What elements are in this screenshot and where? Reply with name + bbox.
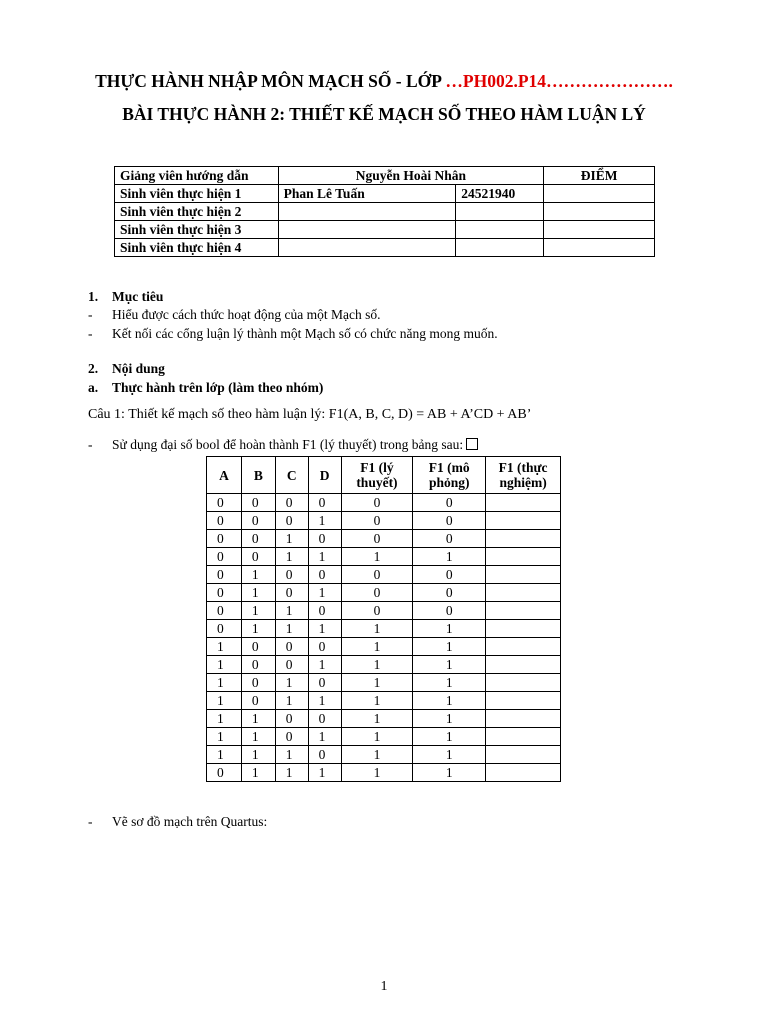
truth-table-cell: 1: [341, 728, 413, 746]
score-cell: [544, 185, 655, 203]
score-cell: [544, 203, 655, 221]
student-label: Sinh viên thực hiện 4: [115, 239, 279, 257]
truth-table-cell: 1: [241, 584, 275, 602]
truth-table-row: [207, 602, 561, 620]
truth-table-cell: 0: [241, 692, 275, 710]
truth-table-row: [207, 710, 561, 728]
student-label: Sinh viên thực hiện 2: [115, 203, 279, 221]
truth-table-row: [207, 566, 561, 584]
truth-table-cell: 0: [413, 602, 486, 620]
truth-table-cell: 1: [241, 764, 275, 782]
truth-table-cell: 1: [207, 746, 242, 764]
truth-table-cell: 1: [241, 746, 275, 764]
section1-bullet: Hiểu được cách thức hoạt động của một Mạch số.: [112, 307, 381, 322]
truth-table-cell: 1: [413, 746, 486, 764]
truth-table-cell: 0: [207, 764, 242, 782]
column-header-f1-experiment: F1 (thực nghiệm): [486, 457, 561, 494]
truth-table-cell: 1: [241, 566, 275, 584]
bullet-dash: -: [88, 437, 93, 452]
truth-table-cell: 0: [341, 602, 413, 620]
truth-table-cell: 1: [308, 548, 341, 566]
truth-table-cell: [486, 620, 561, 638]
truth-table-cell: [486, 674, 561, 692]
truth-table-cell: 0: [241, 494, 275, 512]
bullet-dash: -: [88, 814, 93, 829]
truth-table-row: [207, 728, 561, 746]
page-number: 1: [380, 979, 388, 994]
student-row: [115, 203, 655, 221]
truth-table-cell: 1: [207, 638, 242, 656]
section2a-title: Thực hành trên lớp (làm theo nhóm): [112, 380, 324, 395]
section2-heading: [88, 361, 165, 377]
truth-table-cell: 1: [207, 710, 242, 728]
truth-table-cell: 0: [241, 638, 275, 656]
truth-table-cell: 1: [413, 638, 486, 656]
truth-table-cell: 1: [308, 512, 341, 530]
truth-table-cell: 0: [308, 494, 341, 512]
truth-table-cell: 0: [413, 512, 486, 530]
truth-table-cell: 0: [241, 656, 275, 674]
section2-number: 2.: [88, 361, 99, 376]
truth-table-cell: 0: [413, 566, 486, 584]
truth-table-cell: 0: [308, 746, 341, 764]
truth-table-cell: 1: [275, 602, 308, 620]
student-label: Sinh viên thực hiện 1: [115, 185, 279, 203]
document-subtitle: BÀI THỰC HÀNH 2: THIẾT KẾ MẠCH SỐ THEO HÀM LUẬN LÝ: [122, 104, 646, 124]
bullet-dash: -: [88, 326, 93, 341]
instructor-row: [115, 167, 655, 185]
truth-table-cell: [486, 566, 561, 584]
truth-table-cell: 1: [341, 692, 413, 710]
truth-table-cell: 0: [275, 512, 308, 530]
truth-table-cell: 1: [308, 764, 341, 782]
instructor-name: Nguyễn Hoài Nhân: [278, 167, 544, 185]
truth-table-cell: [486, 584, 561, 602]
class-code: …PH002.P14………………….: [445, 71, 673, 91]
truth-table-cell: 1: [308, 728, 341, 746]
column-header-a: A: [207, 457, 242, 494]
score-label: ĐIỂM: [544, 167, 655, 185]
truth-table-cell: [486, 602, 561, 620]
column-header-c: C: [275, 457, 308, 494]
section1-number: 1.: [88, 289, 99, 304]
truth-table-cell: 0: [275, 638, 308, 656]
student-row: [115, 221, 655, 239]
truth-table-row: [207, 530, 561, 548]
truth-table-cell: [486, 512, 561, 530]
title-prefix: THỰC HÀNH NHẬP MÔN MẠCH SỐ - LỚP: [95, 71, 446, 91]
truth-table-cell: 0: [241, 530, 275, 548]
truth-table-cell: 0: [207, 584, 242, 602]
truth-table-header-row: [207, 457, 561, 494]
instruction-line: [112, 437, 478, 453]
truth-table-row: [207, 584, 561, 602]
instructor-label: Giảng viên hướng dẫn: [115, 167, 279, 185]
truth-table-cell: 0: [207, 494, 242, 512]
truth-table-cell: 0: [275, 584, 308, 602]
student-name: [278, 203, 456, 221]
truth-table-cell: 1: [308, 692, 341, 710]
truth-table-cell: 0: [275, 566, 308, 584]
truth-table-cell: [486, 530, 561, 548]
truth-table-cell: 1: [413, 656, 486, 674]
truth-table-cell: 0: [207, 548, 242, 566]
truth-table-cell: 0: [308, 710, 341, 728]
truth-table-cell: 0: [207, 620, 242, 638]
score-cell: [544, 239, 655, 257]
section1-title: Mục tiêu: [112, 289, 164, 304]
truth-table-cell: 1: [275, 548, 308, 566]
truth-table-cell: 0: [341, 566, 413, 584]
truth-table-cell: 1: [241, 728, 275, 746]
truth-table-cell: 1: [413, 674, 486, 692]
truth-table-cell: 0: [308, 602, 341, 620]
truth-table-cell: 0: [241, 548, 275, 566]
truth-table-cell: [486, 656, 561, 674]
truth-table-row: [207, 620, 561, 638]
truth-table-cell: 0: [275, 656, 308, 674]
truth-table-cell: 1: [413, 620, 486, 638]
info-table: [114, 166, 655, 257]
truth-table-cell: 1: [413, 710, 486, 728]
truth-table-cell: 0: [413, 494, 486, 512]
truth-table-cell: 0: [413, 530, 486, 548]
truth-table-cell: 0: [207, 512, 242, 530]
truth-table-cell: 0: [308, 566, 341, 584]
truth-table-cell: 1: [241, 620, 275, 638]
truth-table-cell: 0: [275, 728, 308, 746]
column-header-f1-theory: F1 (lý thuyết): [341, 457, 413, 494]
truth-table-cell: 1: [275, 674, 308, 692]
truth-table-cell: 1: [275, 692, 308, 710]
student-name: Phan Lê Tuấn: [278, 185, 456, 203]
question-1: Câu 1: Thiết kế mạch số theo hàm luận lý: F1(A, B, C, D) = AB + A’CD + AB’: [88, 407, 532, 422]
truth-table-cell: 1: [308, 656, 341, 674]
truth-table: [206, 456, 561, 782]
truth-table-row: [207, 692, 561, 710]
truth-table-row: [207, 764, 561, 782]
truth-table-cell: 0: [308, 674, 341, 692]
truth-table-cell: 1: [275, 764, 308, 782]
truth-table-cell: 0: [207, 602, 242, 620]
section1-heading: [88, 289, 163, 305]
column-header-b: B: [241, 457, 275, 494]
instruction-text: Sử dụng đại số bool để hoàn thành F1 (lý thuyết) trong bảng sau:: [112, 437, 464, 452]
truth-table-cell: 1: [207, 692, 242, 710]
document-title: [0, 71, 768, 92]
truth-table-cell: 0: [207, 566, 242, 584]
section2a-letter: a.: [88, 380, 99, 395]
truth-table-row: [207, 674, 561, 692]
truth-table-cell: 1: [207, 674, 242, 692]
truth-table-cell: [486, 764, 561, 782]
truth-table-cell: 1: [413, 692, 486, 710]
truth-table-cell: 1: [275, 620, 308, 638]
score-cell: [544, 221, 655, 239]
truth-table-cell: 1: [341, 710, 413, 728]
truth-table-cell: 1: [341, 746, 413, 764]
section2a-heading: [88, 380, 323, 396]
truth-table-cell: 1: [341, 674, 413, 692]
student-name: [278, 239, 456, 257]
truth-table-cell: 1: [413, 764, 486, 782]
truth-table-cell: 1: [308, 620, 341, 638]
section2-title: Nội dung: [112, 361, 165, 376]
truth-table-cell: 1: [207, 656, 242, 674]
truth-table-cell: [486, 494, 561, 512]
truth-table-cell: 0: [241, 674, 275, 692]
truth-table-cell: [486, 692, 561, 710]
truth-table-cell: 0: [207, 530, 242, 548]
checkbox-icon: [466, 438, 478, 450]
column-header-f1-simulation: F1 (mô phỏng): [413, 457, 486, 494]
truth-table-row: [207, 638, 561, 656]
truth-table-cell: 1: [413, 548, 486, 566]
truth-table-row: [207, 548, 561, 566]
truth-table-cell: 1: [341, 764, 413, 782]
truth-table-cell: 0: [341, 494, 413, 512]
student-id: 24521940: [456, 185, 544, 203]
truth-table-row: [207, 746, 561, 764]
draw-instruction: Vẽ sơ đồ mạch trên Quartus:: [112, 814, 268, 829]
student-row: [115, 239, 655, 257]
truth-table-cell: 1: [341, 656, 413, 674]
student-id: [456, 239, 544, 257]
truth-table-cell: 0: [275, 710, 308, 728]
truth-table-cell: [486, 638, 561, 656]
truth-table-cell: 1: [241, 710, 275, 728]
student-id: [456, 203, 544, 221]
truth-table-cell: 0: [413, 584, 486, 602]
truth-table-cell: 1: [207, 728, 242, 746]
truth-table-cell: 0: [308, 530, 341, 548]
truth-table-cell: 0: [275, 494, 308, 512]
truth-table-row: [207, 512, 561, 530]
truth-table-cell: 0: [341, 530, 413, 548]
truth-table-cell: 0: [341, 584, 413, 602]
student-label: Sinh viên thực hiện 3: [115, 221, 279, 239]
truth-table-row: [207, 656, 561, 674]
bullet-dash: -: [88, 307, 93, 322]
truth-table-cell: 0: [241, 512, 275, 530]
truth-table-cell: 1: [341, 548, 413, 566]
truth-table-cell: 1: [341, 620, 413, 638]
student-name: [278, 221, 456, 239]
truth-table-cell: 0: [308, 638, 341, 656]
truth-table-cell: 1: [275, 746, 308, 764]
truth-table-cell: 1: [413, 728, 486, 746]
section1-bullet: Kết nối các cổng luận lý thành một Mạch số có chức năng mong muốn.: [112, 326, 498, 341]
student-id: [456, 221, 544, 239]
column-header-d: D: [308, 457, 341, 494]
truth-table-cell: [486, 746, 561, 764]
truth-table-cell: 1: [341, 638, 413, 656]
student-row: [115, 185, 655, 203]
truth-table-cell: [486, 710, 561, 728]
truth-table-cell: 1: [308, 584, 341, 602]
truth-table-row: [207, 494, 561, 512]
truth-table-cell: [486, 548, 561, 566]
truth-table-body: [207, 494, 561, 782]
truth-table-cell: 1: [241, 602, 275, 620]
truth-table-cell: [486, 728, 561, 746]
truth-table-cell: 0: [341, 512, 413, 530]
truth-table-cell: 1: [275, 530, 308, 548]
